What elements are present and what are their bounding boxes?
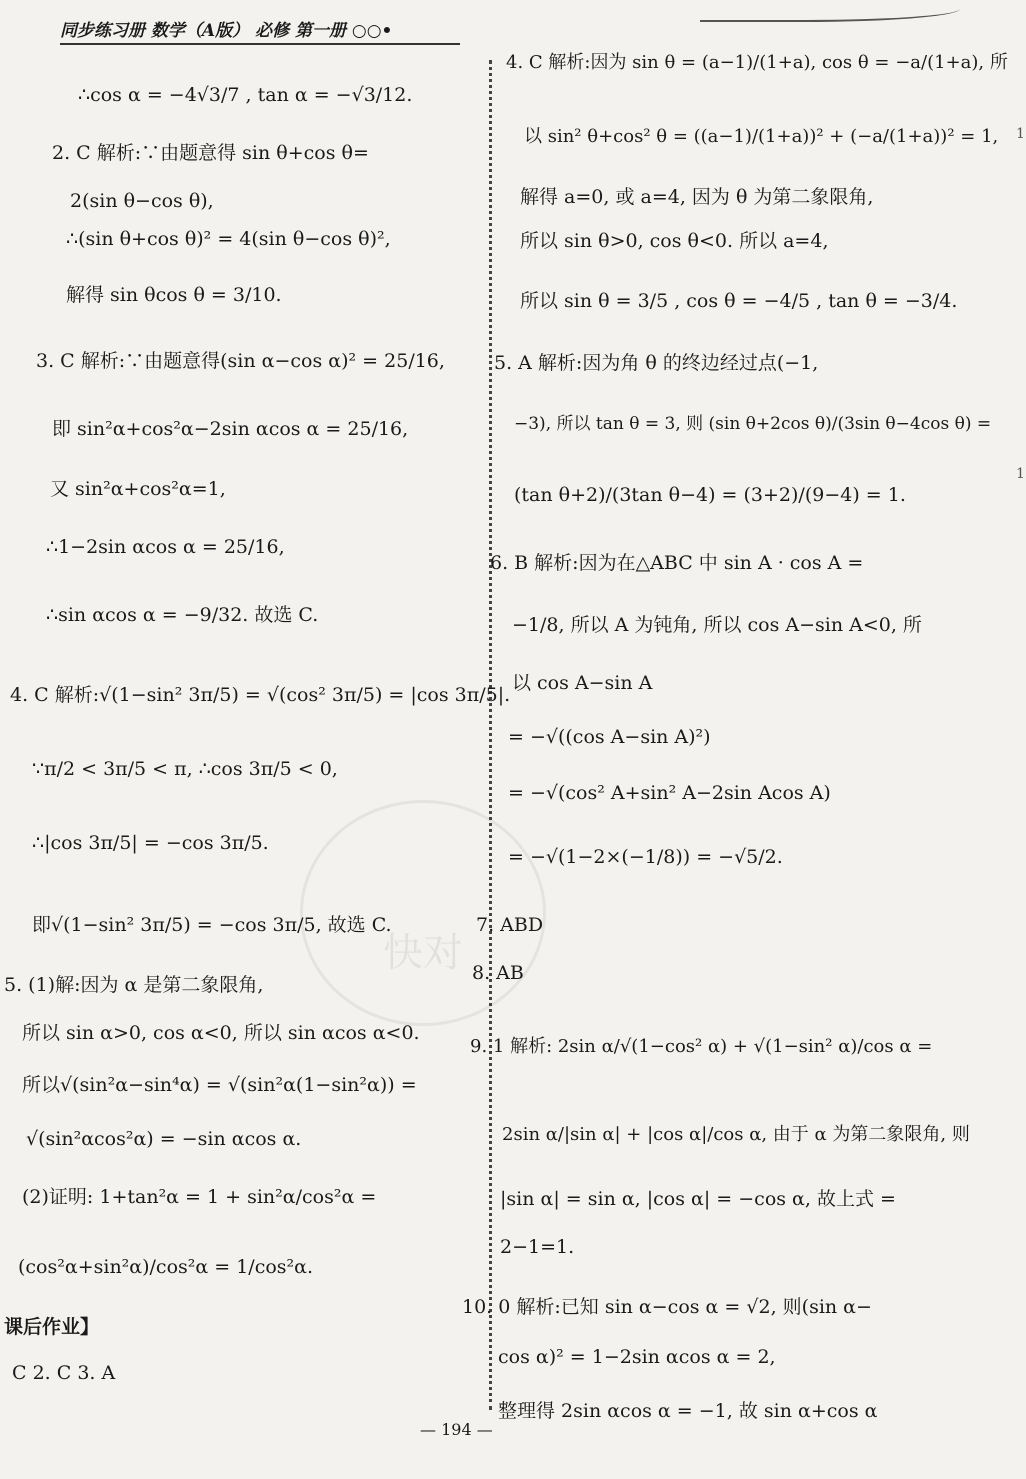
left-line: ∵π/2 < 3π/5 < π, ∴cos 3π/5 < 0, [32,758,338,780]
left-line: 4. C 解析:√(1−sin² 3π/5) = √(cos² 3π/5) = |cos 3π/5|. [10,684,511,706]
right-line: 解得 a=0, 或 a=4, 因为 θ 为第二象限角, [520,186,874,208]
left-line: 课后作业】 [4,1316,100,1338]
right-line: |sin α| = sin α, |cos α| = −cos α, 故上式 = [500,1188,896,1210]
left-line: 即√(1−sin² 3π/5) = −cos 3π/5, 故选 C. [32,914,392,936]
right-line: 所以 sin θ>0, cos θ<0. 所以 a=4, [520,230,829,252]
left-line: ∴sin αcos α = −9/32. 故选 C. [46,604,319,626]
right-line: 10. 0 解析:已知 sin α−cos α = √2, 则(sin α− [462,1296,872,1318]
left-line: (2)证明: 1+tan²α = 1 + sin²α/cos²α = [22,1186,377,1208]
right-line: 5. A 解析:因为角 θ 的终边经过点(−1, [494,352,819,374]
right-line: 8. AB [472,962,524,984]
left-line: 又 sin²α+cos²α=1, [50,478,226,500]
right-line: 以 cos A−sin A [512,672,653,694]
page-number: — 194 — [420,1420,493,1439]
left-line: 所以√(sin²α−sin⁴α) = √(sin²α(1−sin²α)) = [22,1074,417,1096]
right-line: −1/8, 所以 A 为钝角, 所以 cos A−sin A<0, 所 [512,614,922,636]
left-line: ∴1−2sin αcos α = 25/16, [46,536,285,558]
left-line: 2. C 解析:∵由题意得 sin θ+cos θ= [52,142,369,164]
edge-mark: 1 [1016,126,1025,142]
column-divider [489,60,492,1410]
left-line: 3. C 解析:∵由题意得(sin α−cos α)² = 25/16, [36,350,445,372]
left-line: 即 sin²α+cos²α−2sin αcos α = 25/16, [52,418,409,440]
page-header: 同步练习册 数学（A版） 必修 第一册 ○○• [60,16,460,45]
right-line: 4. C 解析:因为 sin θ = (a−1)/(1+a), cos θ = −a/(1+a), 所 [506,52,1008,73]
right-line: 2−1=1. [500,1236,575,1258]
edge-mark: 1 [1016,466,1025,482]
left-line: ∴cos α = −4√3/7 , tan α = −√3/12. [78,84,413,106]
left-line: 2(sin θ−cos θ), [70,190,214,212]
right-line: 7. ABD [476,914,544,936]
left-line: √(sin²αcos²α) = −sin αcos α. [26,1128,302,1150]
right-line: (tan θ+2)/(3tan θ−4) = (3+2)/(9−4) = 1. [514,484,906,506]
header-decoration [700,0,960,22]
left-line: ∴(sin θ+cos θ)² = 4(sin θ−cos θ)², [66,228,391,250]
right-line: 以 sin² θ+cos² θ = ((a−1)/(1+a))² + (−a/(1+a))² = 1, [524,126,999,147]
right-line: 2sin α/|sin α| + |cos α|/cos α, 由于 α 为第二象限角, 则 [502,1124,970,1145]
left-line: ∴|cos 3π/5| = −cos 3π/5. [32,832,269,854]
right-line: = −√((cos A−sin A)²) [508,726,711,748]
left-line: 解得 sin θcos θ = 3/10. [66,284,282,306]
right-line: 6. B 解析:因为在△ABC 中 sin A · cos A = [490,552,864,574]
watermark: 快对 [300,800,546,1026]
right-line: 整理得 2sin αcos α = −1, 故 sin α+cos α [498,1400,878,1422]
left-line: 所以 sin α>0, cos α<0, 所以 sin αcos α<0. [22,1022,420,1044]
right-line: 9. 1 解析: 2sin α/√(1−cos² α) + √(1−sin² α)/cos α = [470,1036,933,1057]
right-line: 所以 sin θ = 3/5 , cos θ = −4/5 , tan θ = −3/4. [520,290,958,312]
left-line: C 2. C 3. A [12,1362,116,1384]
right-line: −3), 所以 tan θ = 3, 则 (sin θ+2cos θ)/(3sin θ−4cos θ) = [514,414,992,434]
left-line: (cos²α+sin²α)/cos²α = 1/cos²α. [18,1256,314,1278]
left-line: 5. (1)解:因为 α 是第二象限角, [4,974,264,996]
right-line: = −√(cos² A+sin² A−2sin Acos A) [508,782,831,804]
right-line: cos α)² = 1−2sin αcos α = 2, [498,1346,776,1368]
right-line: = −√(1−2×(−1/8)) = −√5/2. [508,846,783,868]
